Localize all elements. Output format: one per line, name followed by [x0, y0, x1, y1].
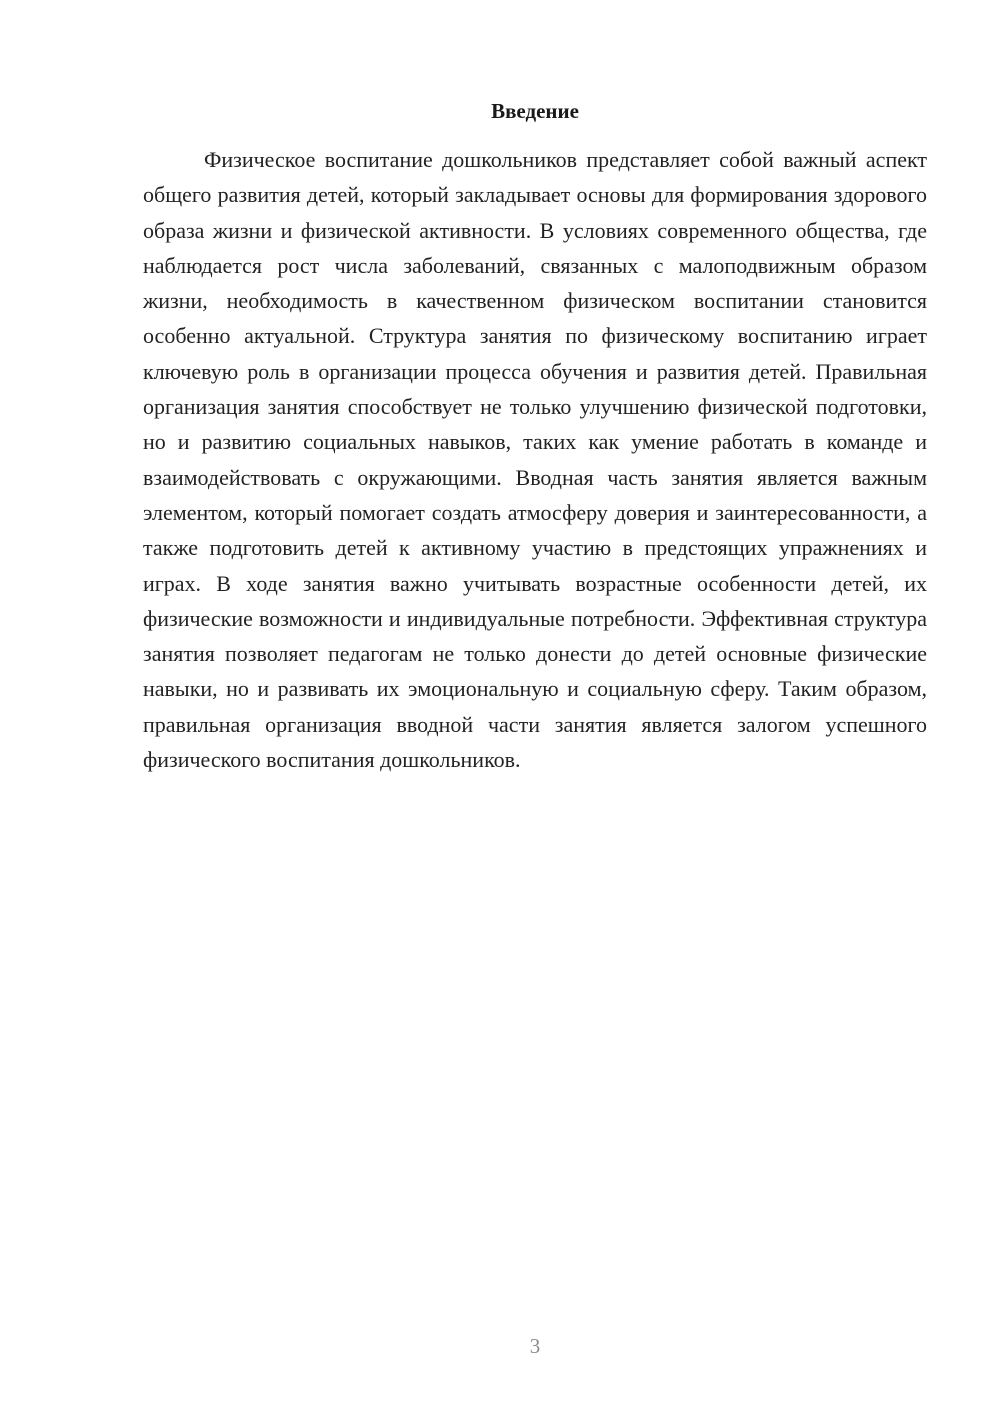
section-heading: Введение	[491, 99, 579, 123]
page-number: 3	[529, 1334, 541, 1358]
body-paragraph: Физическое воспитание дошкольников представляет собой важный аспект общего развития детей, который закладывает основы для формирования здорового образа жизни и физической активности. В условиях современного общества, где наблюдается рост числа заболеваний, связанных с малоподвижным образом жизни, необходимость в качественном физическом воспитании становится особенно актуальной. Структура занятия по физическому воспитанию играет ключевую роль в организации процесса обучения и развития детей. Правильная организация занятия способствует не только улучшению физической подготовки, но и развитию социальных навыков, таких как умение работать в команде и взаимодействовать с окружающими. Вводная часть занятия является важным элементом, который помогает создать атмосферу доверия и заинтересованности, а также подготовить детей к активному участию в предстоящих упражнениях и играх. В ходе занятия важно учитывать возрастные особенности детей, их физические возможности и индивидуальные потребности. Эффективная структура занятия позволяет педагогам не только донести до детей основные физические навыки, но и развивать их эмоциональную и социальную сферу. Таким образом, правильная организация вводной части занятия является залогом успешного физического воспитания дошкольников.	[143, 147, 927, 773]
